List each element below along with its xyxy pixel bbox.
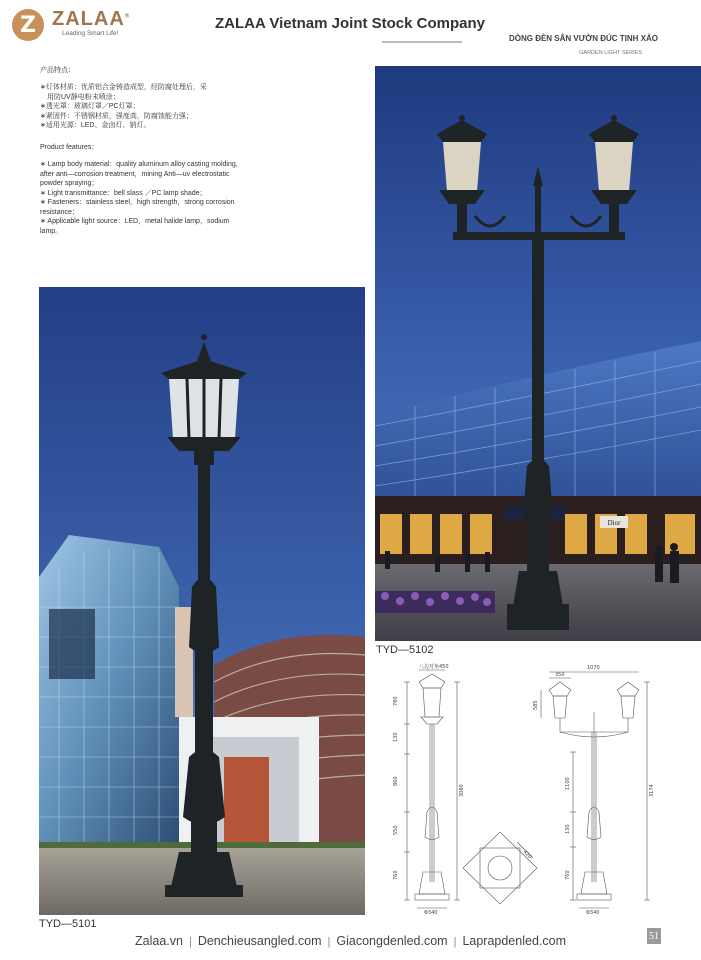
dim-label: 130 [393, 732, 399, 742]
brand-text: ZALAA [52, 8, 125, 30]
dim-label: Φ340 [586, 910, 600, 916]
features-en-item: ∗ Applicable light source：LED，metal halide lamp，sodium [40, 218, 230, 225]
footer-separator: | [453, 936, 457, 948]
dim-label: 1100 [565, 777, 571, 790]
lamp-single-photo [39, 287, 365, 915]
dim-label: 585 [533, 700, 539, 710]
footer-link[interactable]: Giacongdenled.com [336, 934, 448, 948]
dim-label: 1070 [587, 665, 600, 671]
features-en-item: ∗ Fasteners：stainless steel，high strength，strong corrosion [40, 199, 235, 206]
dimension-drawing [377, 662, 677, 920]
footer-separator: | [327, 936, 331, 948]
features-en-list [40, 160, 250, 236]
dim-label: 130 [565, 824, 571, 834]
features-en-item: powder spraying； [40, 180, 99, 187]
dim-label: 420 [521, 849, 533, 861]
features-cn-item: ∗适用光源：LED、金卤灯、钠灯。 [40, 122, 151, 129]
dim-label: 3080 [459, 784, 465, 797]
footer-link[interactable]: Denchieusangled.com [197, 934, 322, 948]
page-number: 51 [647, 928, 661, 944]
features-en-title: Product features： [40, 144, 99, 151]
footer-link[interactable]: Zalaa.vn [135, 934, 183, 948]
features-en-item: resistance； [40, 208, 79, 216]
product-photo-tyd-5101 [39, 287, 365, 915]
dim-label: 760 [565, 870, 571, 880]
features-cn-item: ∗灯体材质：优质铝合金铸造成型，经防腐处理后，采 [40, 84, 207, 91]
features-en-item: ∗ Lamp body material：quality aluminum alloy casting molding, [40, 161, 238, 168]
product-photo-tyd-5102 [375, 66, 701, 641]
dim-label: 八边对角450 [419, 664, 449, 670]
model-caption-tyd-5101: TYD—5101 [39, 918, 97, 930]
lamp-double-photo [375, 66, 701, 641]
features-en-item: lamp。 [40, 227, 63, 235]
series-title-en: GARDEN LIGHT SERIES [579, 50, 642, 56]
dim-label: 860 [393, 776, 399, 786]
dior-sign: Dior [607, 519, 621, 527]
footer-separator: | [188, 936, 192, 948]
brand-name [52, 8, 130, 31]
footer-links [0, 934, 701, 948]
logo-mark: Z [12, 9, 44, 41]
dim-label: Φ340 [424, 910, 438, 916]
dim-label: 350 [555, 672, 565, 678]
features-cn-item: ∗透光罩：玻璃灯罩／PC灯罩； [40, 103, 140, 110]
features-en-item: after anti—corrosion treatment，mining Anti—uv electrostatic [40, 170, 230, 178]
features-cn-item: ∗紧固件：不锈钢材质，强度高，防腐蚀能力强； [40, 112, 193, 120]
brand-tagline: Leading Smart Life! [62, 30, 119, 37]
footer-link[interactable]: Laprapdenled.com [462, 934, 566, 948]
features-cn-item: 用防UV静电粉末喷涂； [40, 93, 120, 101]
company-name: ZALAA Vietnam Joint Stock Company [214, 15, 486, 32]
dim-label: 780 [393, 696, 399, 706]
dim-label: 3174 [649, 784, 655, 797]
technical-drawings [377, 662, 677, 920]
registered-mark: ® [124, 13, 131, 20]
dim-label: 760 [393, 870, 399, 880]
series-title-vn: DÒNG ĐÈN SÂN VƯỜN ĐÚC TINH XẢO [462, 34, 658, 43]
features-cn-list [40, 83, 240, 131]
features-cn-title: 产品特点： [40, 67, 75, 74]
features-en-item: ∗ Light transmittance：bell slass ／PC lamp shade； [40, 189, 207, 197]
dim-label: 550 [393, 825, 399, 835]
model-caption-tyd-5102: TYD—5102 [376, 644, 434, 656]
